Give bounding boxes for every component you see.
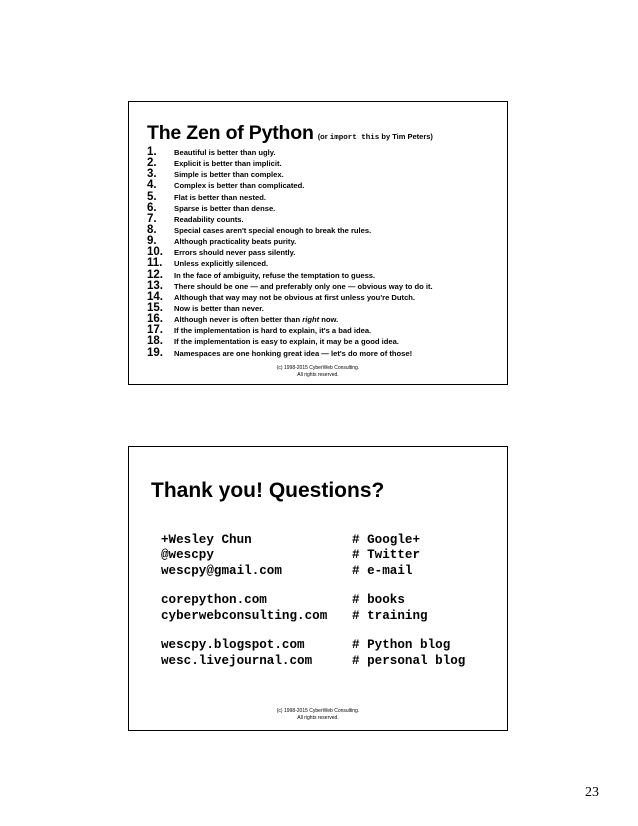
list-item-text bbox=[174, 315, 338, 325]
list-item bbox=[147, 169, 507, 180]
list-item-text: There should be one — and preferably only one — obvious way to do it. bbox=[174, 281, 433, 291]
list-item bbox=[147, 158, 507, 169]
list-item bbox=[147, 192, 507, 203]
list-item-text: Flat is better than nested. bbox=[174, 192, 266, 202]
subtitle-code: import this bbox=[329, 134, 380, 142]
list-item bbox=[147, 258, 507, 269]
rights-line: All rights reserved. bbox=[297, 714, 339, 721]
list-item-number: 4. bbox=[147, 179, 157, 192]
contact-comment: # books bbox=[352, 593, 405, 608]
contact-value: corepython.com bbox=[161, 593, 267, 608]
list-item bbox=[147, 314, 507, 325]
list-item-number: 16. bbox=[147, 313, 163, 326]
subtitle-open: (or bbox=[317, 132, 330, 141]
thank-you-slide bbox=[128, 446, 508, 731]
contact-value: wesc.livejournal.com bbox=[161, 653, 313, 668]
list-item-text: Errors should never pass silently. bbox=[174, 248, 296, 258]
list-item-text: Namespaces are one honking great idea — let's do more of those! bbox=[174, 348, 413, 358]
list-item-number: 15. bbox=[147, 301, 163, 314]
list-item-text: If the implementation is easy to explain, it may be a good idea. bbox=[174, 337, 399, 347]
contact-comment: # Twitter bbox=[352, 548, 421, 563]
list-item-number: 7. bbox=[147, 212, 157, 225]
list-item-number: 10. bbox=[147, 246, 163, 259]
list-item-text: If the implementation is hard to explain, it's a bad idea. bbox=[174, 326, 372, 336]
copyright-line: (c) 1998-2015 CyberWeb Consulting. bbox=[276, 365, 360, 371]
list-item-text: Readability counts. bbox=[174, 214, 244, 224]
list-item-text: Special cases aren't special enough to break the rules. bbox=[174, 225, 372, 235]
contact-value: wescpy@gmail.com bbox=[161, 563, 282, 578]
list-item-text-part: Although never is often better than bbox=[174, 315, 303, 325]
list-item-number: 6. bbox=[147, 201, 157, 214]
list-item-text: Unless explicitly silenced. bbox=[174, 259, 269, 269]
list-item bbox=[147, 325, 507, 336]
list-item-text: Now is better than never. bbox=[174, 303, 264, 313]
zen-of-python-slide bbox=[128, 101, 508, 385]
copyright-line: (c) 1998-2015 CyberWeb Consulting. bbox=[276, 708, 360, 714]
page-number: 23 bbox=[585, 785, 599, 800]
list-item-number: 9. bbox=[147, 235, 157, 248]
list-item bbox=[147, 225, 507, 236]
contact-value: wescpy.blogspot.com bbox=[161, 638, 305, 653]
list-item bbox=[147, 292, 507, 303]
subtitle-close: by Tim Peters) bbox=[379, 132, 433, 141]
contact-value: cyberwebconsulting.com bbox=[161, 608, 328, 623]
list-item-text: Although that way may not be obvious at first unless you're Dutch. bbox=[174, 292, 416, 302]
list-item bbox=[147, 180, 507, 191]
slide-title-text: The Zen of Python bbox=[147, 122, 314, 144]
list-item-text: Although practicality beats purity. bbox=[174, 237, 297, 247]
list-item-text: Simple is better than complex. bbox=[174, 170, 284, 180]
contact-comment: # personal blog bbox=[352, 653, 466, 668]
list-item bbox=[147, 336, 507, 347]
list-item-number: 11. bbox=[147, 257, 163, 270]
list-item-number: 1. bbox=[147, 146, 157, 158]
list-item-number: 19. bbox=[147, 346, 163, 359]
contact-comment: # Google+ bbox=[352, 533, 421, 547]
list-item bbox=[147, 348, 507, 359]
slide-title bbox=[147, 122, 433, 145]
list-item-number: 13. bbox=[147, 279, 163, 292]
list-item bbox=[147, 281, 507, 292]
contact-comment: # e-mail bbox=[352, 563, 413, 578]
list-item-text: Explicit is better than implicit. bbox=[174, 159, 282, 169]
list-item-text: Sparse is better than dense. bbox=[174, 203, 276, 213]
list-item-number: 3. bbox=[147, 168, 157, 181]
copyright-notice bbox=[129, 365, 507, 378]
rights-line: All rights reserved. bbox=[297, 371, 339, 378]
list-item-number: 18. bbox=[147, 335, 163, 348]
list-item-text: Complex is better than complicated. bbox=[174, 181, 305, 191]
list-item-number: 2. bbox=[147, 157, 157, 170]
list-item-number: 17. bbox=[147, 324, 163, 337]
list-item bbox=[147, 214, 507, 225]
zen-list bbox=[147, 147, 507, 359]
list-item-text: Beautiful is better than ugly. bbox=[174, 148, 276, 157]
list-item-number: 12. bbox=[147, 268, 163, 281]
list-item-number: 5. bbox=[147, 190, 157, 203]
list-item bbox=[147, 147, 507, 158]
copyright-notice bbox=[129, 708, 507, 721]
list-item-number: 8. bbox=[147, 223, 157, 236]
contact-value: +Wesley Chun bbox=[161, 533, 252, 547]
list-item-text-part: now. bbox=[319, 315, 339, 325]
slide-subtitle bbox=[318, 132, 433, 141]
contact-value: @wescpy bbox=[161, 548, 214, 563]
contact-comment: # training bbox=[352, 608, 428, 623]
list-item bbox=[147, 236, 507, 247]
list-item-text-emphasis: right bbox=[302, 315, 320, 325]
list-item bbox=[147, 270, 507, 281]
list-item bbox=[147, 247, 507, 258]
list-item bbox=[147, 203, 507, 214]
list-item bbox=[147, 303, 507, 314]
contact-comment: # Python blog bbox=[352, 638, 451, 653]
slide-title: Thank you! Questions? bbox=[151, 479, 385, 502]
list-item-text: In the face of ambiguity, refuse the temptation to guess. bbox=[174, 270, 376, 280]
list-item-number: 14. bbox=[147, 290, 163, 303]
